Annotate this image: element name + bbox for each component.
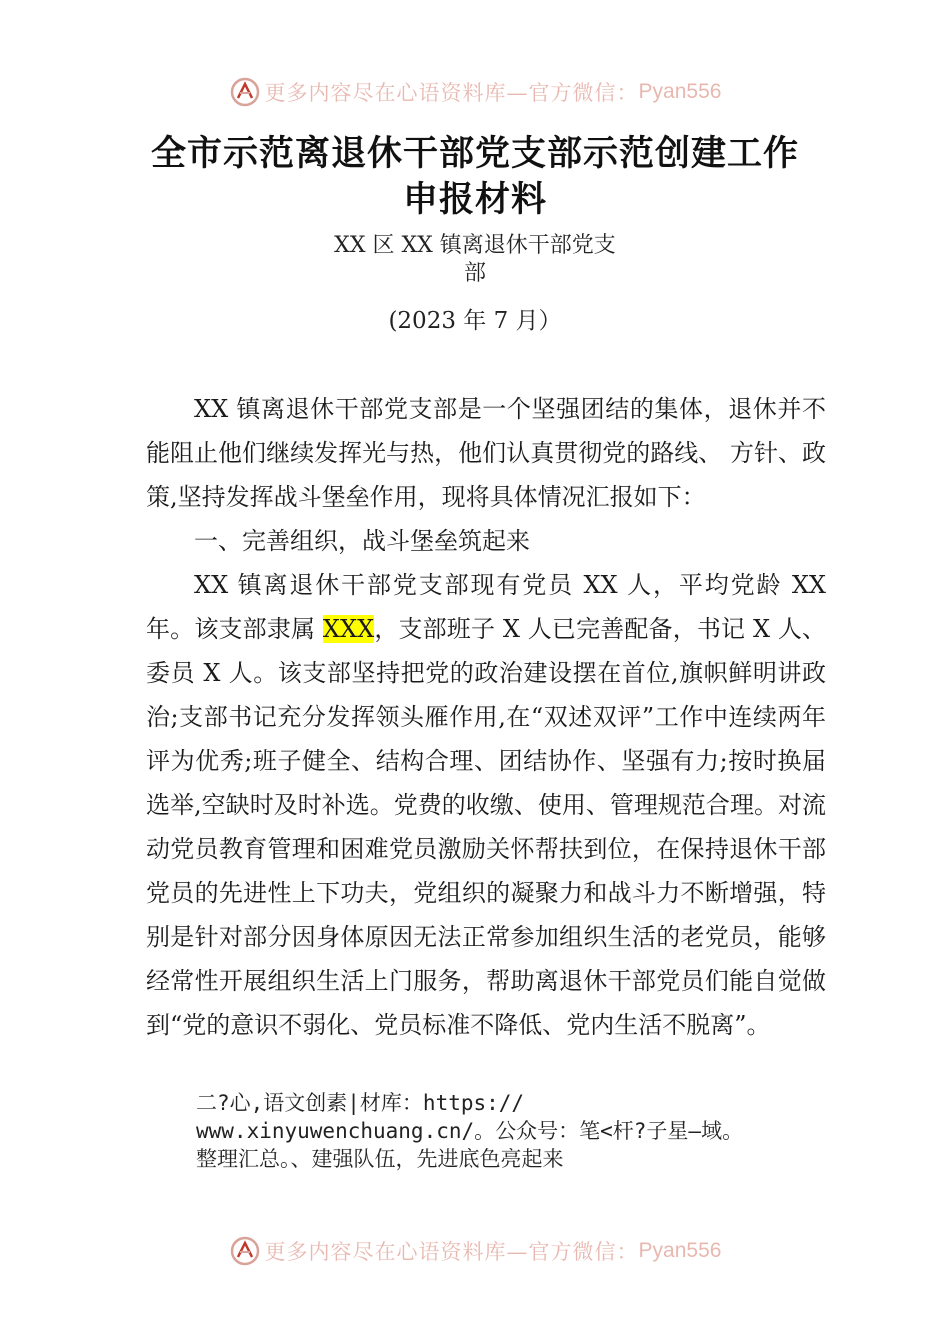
watermark-text: 更多内容尽在心语资料库—官方微信： <box>264 81 639 105</box>
watermark-wechat-id: Pyan556 <box>638 80 722 103</box>
paragraph-organization <box>146 563 826 1047</box>
logo-icon <box>229 1235 261 1267</box>
document-date: (2023 年 7 月） <box>388 308 562 334</box>
garbled-line-3: 整理汇总。、建强队伍，先进底色亮起来 <box>196 1147 564 1171</box>
watermark-header <box>0 72 950 112</box>
document-title-line1: 全市示范离退休干部党支部示范创建工作 <box>150 134 799 174</box>
document-body <box>146 387 826 1047</box>
document-title-line2: 申报材料 <box>402 180 547 220</box>
paragraph-organization-part2: ，支部班子 X 人已完善配备，书记 X 人、委员 X 人。该支部坚持把党的政治建设摆在首位,旗帜鲜明讲政治;支部书记充分发挥领头雁作用,在“双述双评”工作中连续两年评为优秀;班子健全、结构合理、团结协作、坚强有力;按时换届选举,空缺时及时补选。党费的收缴、使用、管理规范合理。对流动党员教育管理和困难党员激励关怀帮扶到位，在保持退休干部党员的先进性上下功夫，党组织的凝聚力和战斗力不断增强，特别是针对部分因身体原因无法正常参加组织生活的老党员，能够经常性开展组织生活上门服务，帮助离退休干部党员们能自觉做到“党的意识不弱化、党员标准不降低、党内生活不脱离”。 <box>146 615 826 1039</box>
watermark-wechat-id: Pyan556 <box>638 1239 722 1262</box>
garbled-text-block <box>196 1089 836 1173</box>
paragraph-organization-part1: XX 镇离退休干部党支部现有党员 XX 人，平均党龄 XX 年。该支部隶属 <box>146 571 826 643</box>
highlighted-placeholder: XXX <box>322 615 375 643</box>
logo-icon <box>229 76 261 108</box>
watermark-text: 更多内容尽在心语资料库—官方微信： <box>264 1240 639 1264</box>
paragraph-intro: XX 镇离退休干部党支部是一个坚强团结的集体，退休并不能阻止他们继续发挥光与热，他们认真贯彻党的路线、 方针、政策,坚持发挥战斗堡垒作用，现将具体情况汇报如下： <box>146 395 826 511</box>
document-subtitle-line2: 部 <box>463 261 486 286</box>
watermark-footer <box>0 1231 950 1271</box>
document-subtitle-line1: XX 区 XX 镇离退休干部党支 <box>334 233 616 258</box>
garbled-line-2: www.xinyuwenchuang.cn/。公众号：笔<杆?子星—域。 <box>196 1119 744 1143</box>
section-heading-1: 一、完善组织，战斗堡垒筑起来 <box>194 527 530 555</box>
garbled-line-1: 二?心,语文创素|材库：https:// <box>196 1091 525 1115</box>
